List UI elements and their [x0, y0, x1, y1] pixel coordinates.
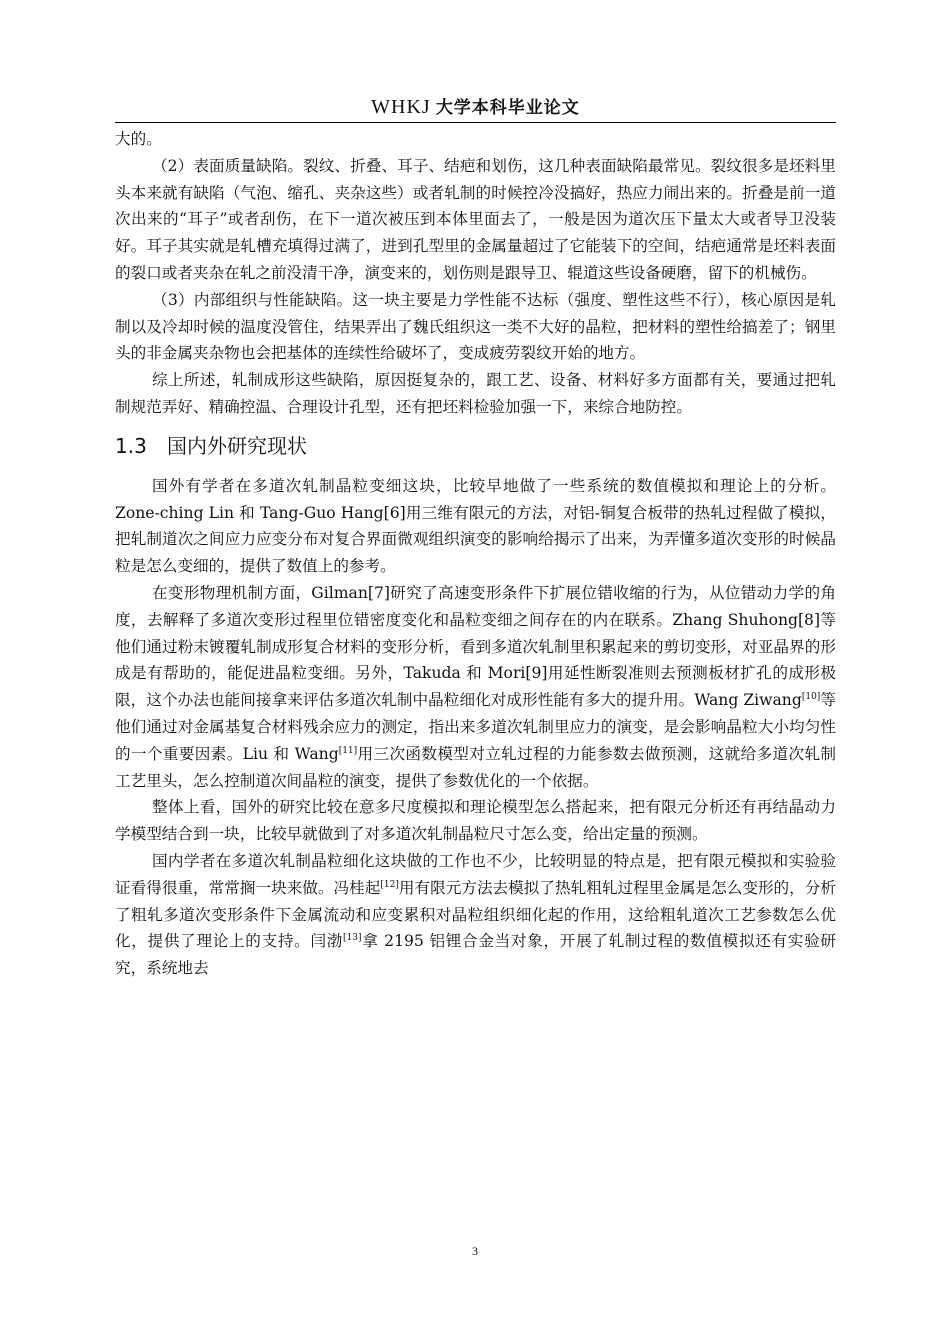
page-header [115, 92, 836, 123]
citation: [13] [343, 933, 362, 944]
paragraph: 整体上看，国外的研究比较在意多尺度模拟和理论模型怎么搭起来，把有限元分析还有再结晶动力学模型结合到一块，比较早就做到了对多道次轧制晶粒尺寸怎么变，给出定量的预测。 [115, 798, 836, 844]
paragraph: 大的。 [115, 130, 162, 148]
paragraph: 综上所述，轧制成形这些缺陷，原因挺复杂的，跟工艺、设备、材料好多方面都有关，要通过把轧制规范弄好、精确控温、合理设计孔型，还有把坯料检验加强一下，来综合地防控。 [115, 371, 836, 416]
header-title: 大学本科毕业论文 [435, 98, 580, 118]
paragraph-text: 拿 2195 铝锂合金当对象，开展了轧制过程的数值模拟还有实验研究，系统地去 [115, 932, 836, 978]
document-body [115, 126, 836, 982]
citation: [11] [338, 745, 358, 756]
paragraph-text: 用三次函数模型对立轧过程的力能参数去做预测，这就给多道次轧制工艺里头，怎么控制道次间晶粒的演变，提供了参数优化的一个依据。 [115, 744, 836, 790]
paragraph: 国外有学者在多道次轧制晶粒变细这块，比较早地做了一些系统的数值模拟和理论上的分析。Zone-ching Lin 和 Tang-Guo Hang[6]用三维有限元的方法，对铝-铜复合板带的热轧过程做了模拟，把轧制道次之间应力应变分布对复合界面微观组织演变的影响给揭示了出来，为弄懂多道次变形的时候晶粒是怎么变细的，提供了数值上的参考。 [115, 476, 836, 576]
section-number: 1.3 [115, 433, 147, 458]
citation: [10] [801, 691, 821, 702]
paragraph [115, 580, 836, 794]
paragraph-text: 在变形物理机制方面，Gilman[7]研究了高速变形条件下扩展位错收缩的行为，从位错动力学的角度，去解释了多道次变形过程里位错密度变化和晶粒变细之间存在的内在联系。Zhang Shuhong[8]等他们通过粉末镀覆轧制成形复合材料的变形分析，看到多道次轧制里积累起来的剪切变形，对亚晶界的形成是有帮助的，能促进晶粒变细。另外，Takuda 和 Mori[9]用延性断裂准则去预测板材扩孔的成形极限，这个办法也能间接拿来评估多道次轧制中晶粒细化对成形性能有多大的提升用。Wang Ziwang [115, 583, 836, 710]
paragraph-text: 国内学者在多道次轧制晶粒细化这块做的工作也不少，比较明显的特点是，把有限元模拟和实验验证看得很重，常常搁一块来做。冯桂起 [115, 851, 836, 897]
paragraph: （3）内部组织与性能缺陷。这一块主要是力学性能不达标（强度、塑性这些不行），核心原因是轧制以及冷却时候的温度没管住，结果弄出了魏氏组织这一类不大好的晶粒，把材料的塑性给搞差了；钢里头的非金属夹杂物也会把基体的连续性给破坏了，变成疲劳裂纹开始的地方。 [115, 290, 836, 363]
paragraph-text: 等他们通过对金属基复合材料残余应力的测定，指出来多道次轧制里应力的演变，是会影响晶粒大小均匀性的一个重要因素。Liu 和 Wang [115, 691, 836, 763]
paragraph [115, 848, 836, 982]
header-brand: WHKJ [371, 96, 431, 118]
section-title: 国内外研究现状 [167, 433, 307, 458]
page-number: 3 [472, 1244, 478, 1258]
citation: [12] [380, 879, 399, 890]
paragraph-text: 用有限元方法去模拟了热轧粗轧过程里金属是怎么变形的，分析了粗轧多道次变形条件下金属流动和应变累积对晶粒组织细化起的作用，这给粗轧道次工艺参数怎么优化，提供了理论上的支持。闫渤 [115, 878, 836, 951]
section-heading [115, 429, 836, 463]
paragraph: （2）表面质量缺陷。裂纹、折叠、耳子、结疤和划伤，这几种表面缺陷最常见。裂纹很多是坯料里头本来就有缺陷（气泡、缩孔、夹杂这些）或者轧制的时候控冷没搞好，热应力闹出来的。折叠是前一道次出来的“耳子”或者刮伤，在下一道次被压到本体里面去了，一般是因为道次压下量太大或者导卫没装好。耳子其实就是轧槽充填得过满了，进到孔型里的金属量超过了它能装下的空间，结疤通常是坯料表面的裂口或者夹杂在轧之前没清干净，演变来的，划伤则是跟导卫、辊道这些设备硬磨，留下的机械伤。 [115, 156, 836, 282]
